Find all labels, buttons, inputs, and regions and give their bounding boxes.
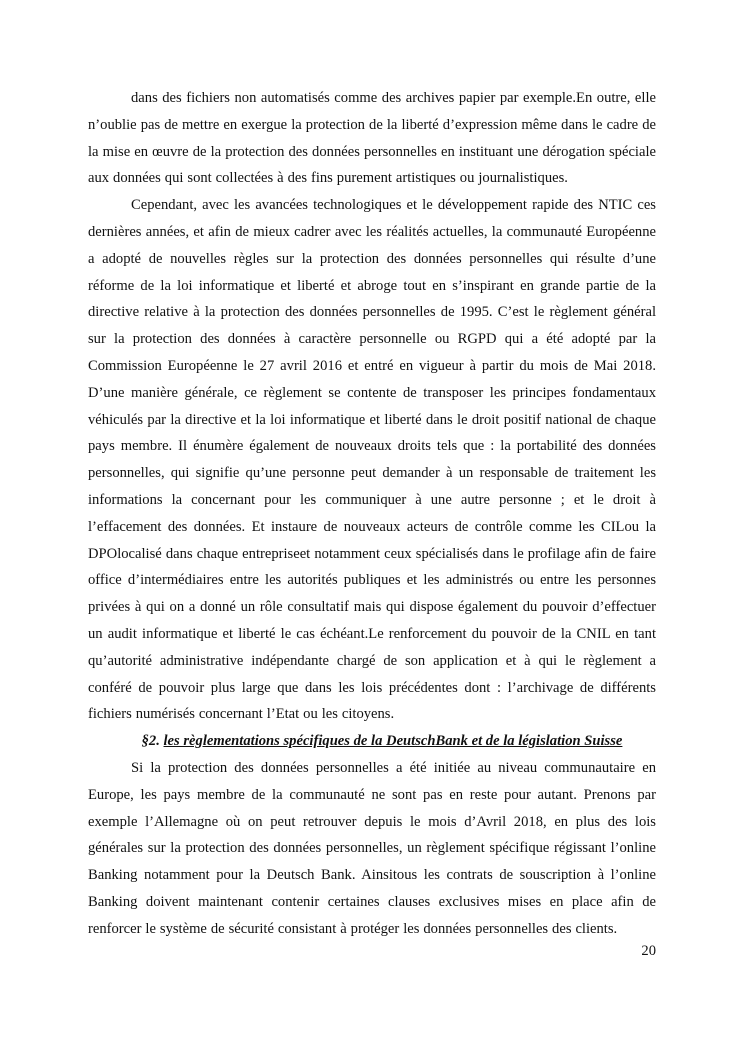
page-number: 20 (641, 943, 656, 959)
document-page (88, 85, 656, 943)
section-number: §2. (141, 733, 160, 750)
section-title: les règlementations spécifiques de la DeutschBank et de la législation Suisse (163, 733, 623, 750)
paragraph-1: dans des fichiers non automatisés comme des archives papier par exemple.En outre, elle n’oublie pas de mettre en exergue la protection de la liberté d’expression même dans le cadre de la mise en œuvre de la protection des données personnelles en instituant une dérogation spéciale aux données qui sont collectées à des fins purement artistiques ou journalistiques. (88, 90, 656, 187)
paragraph-2: Cependant, avec les avancées technologiques et le développement rapide des NTIC ces dernières années, et afin de mieux cadrer avec les réalités actuelles, la communauté Européenne a adopté de nouvelles règles sur la protection des données personnelles qui résulte d’une réforme de la loi informatique et liberté et abroge tout en s’inspirant en grande partie de la directive relative à la protection des données personnelles de 1995. C’est le règlement général sur la protection des données à caractère personnelle ou RGPD qui a été adopté par la Commission Européenne le 27 avril 2016 et entré en vigueur à partir du mois de Mai 2018. D’une manière générale, ce règlement se contente de transposer les principes fondamentaux véhiculés par la directive et la loi informatique et liberté dans le droit positif national de chaque pays membre. Il énumère également de nouveaux droits tels que : la portabilité des données personnelles, qui signifie qu’une personne peut demander à un responsable de traitement les informations la concernant pour les communiquer à une autre personne ; et le droit à l’effacement des données. Et instaure de nouveaux acteurs de contrôle comme les CILou la DPOlocalisé dans chaque entrepriseet notamment ceux spécialisés dans le profilage afin de faire office d’intermédiaires entre les autorités publiques et les administrés ou entre les personnes privées à qui on a donné un rôle consultatif mais qui dispose également du pouvoir d’effectuer un audit informatique et liberté le cas échéant.Le renforcement du pouvoir de la CNIL en tant qu’autorité administrative indépendante chargé de son application et à qui le règlement a conféré de pouvoir plus large que dans les lois précédentes dont : l’archivage de différents fichiers numérisés concernant l’Etat ou les citoyens. (88, 197, 656, 723)
paragraph-3: Si la protection des données personnelles a été initiée au niveau communautaire en Europe, les pays membre de la communauté ne sont pas en reste pour autant. Prenons par exemple l’Allemagne où on peut retrouver depuis le mois d’Avril 2018, en plus des lois générales sur la protection des données personnelles, un règlement spécifique régissant l’online Banking notamment pour la Deutsch Bank. Ainsitous les contrats de souscription à l’online Banking doivent maintenant contenir certaines clauses exclusives mises en place afin de renforcer le système de sécurité consistant à protéger les données personnelles des clients. (88, 759, 656, 937)
section-heading (88, 728, 656, 755)
